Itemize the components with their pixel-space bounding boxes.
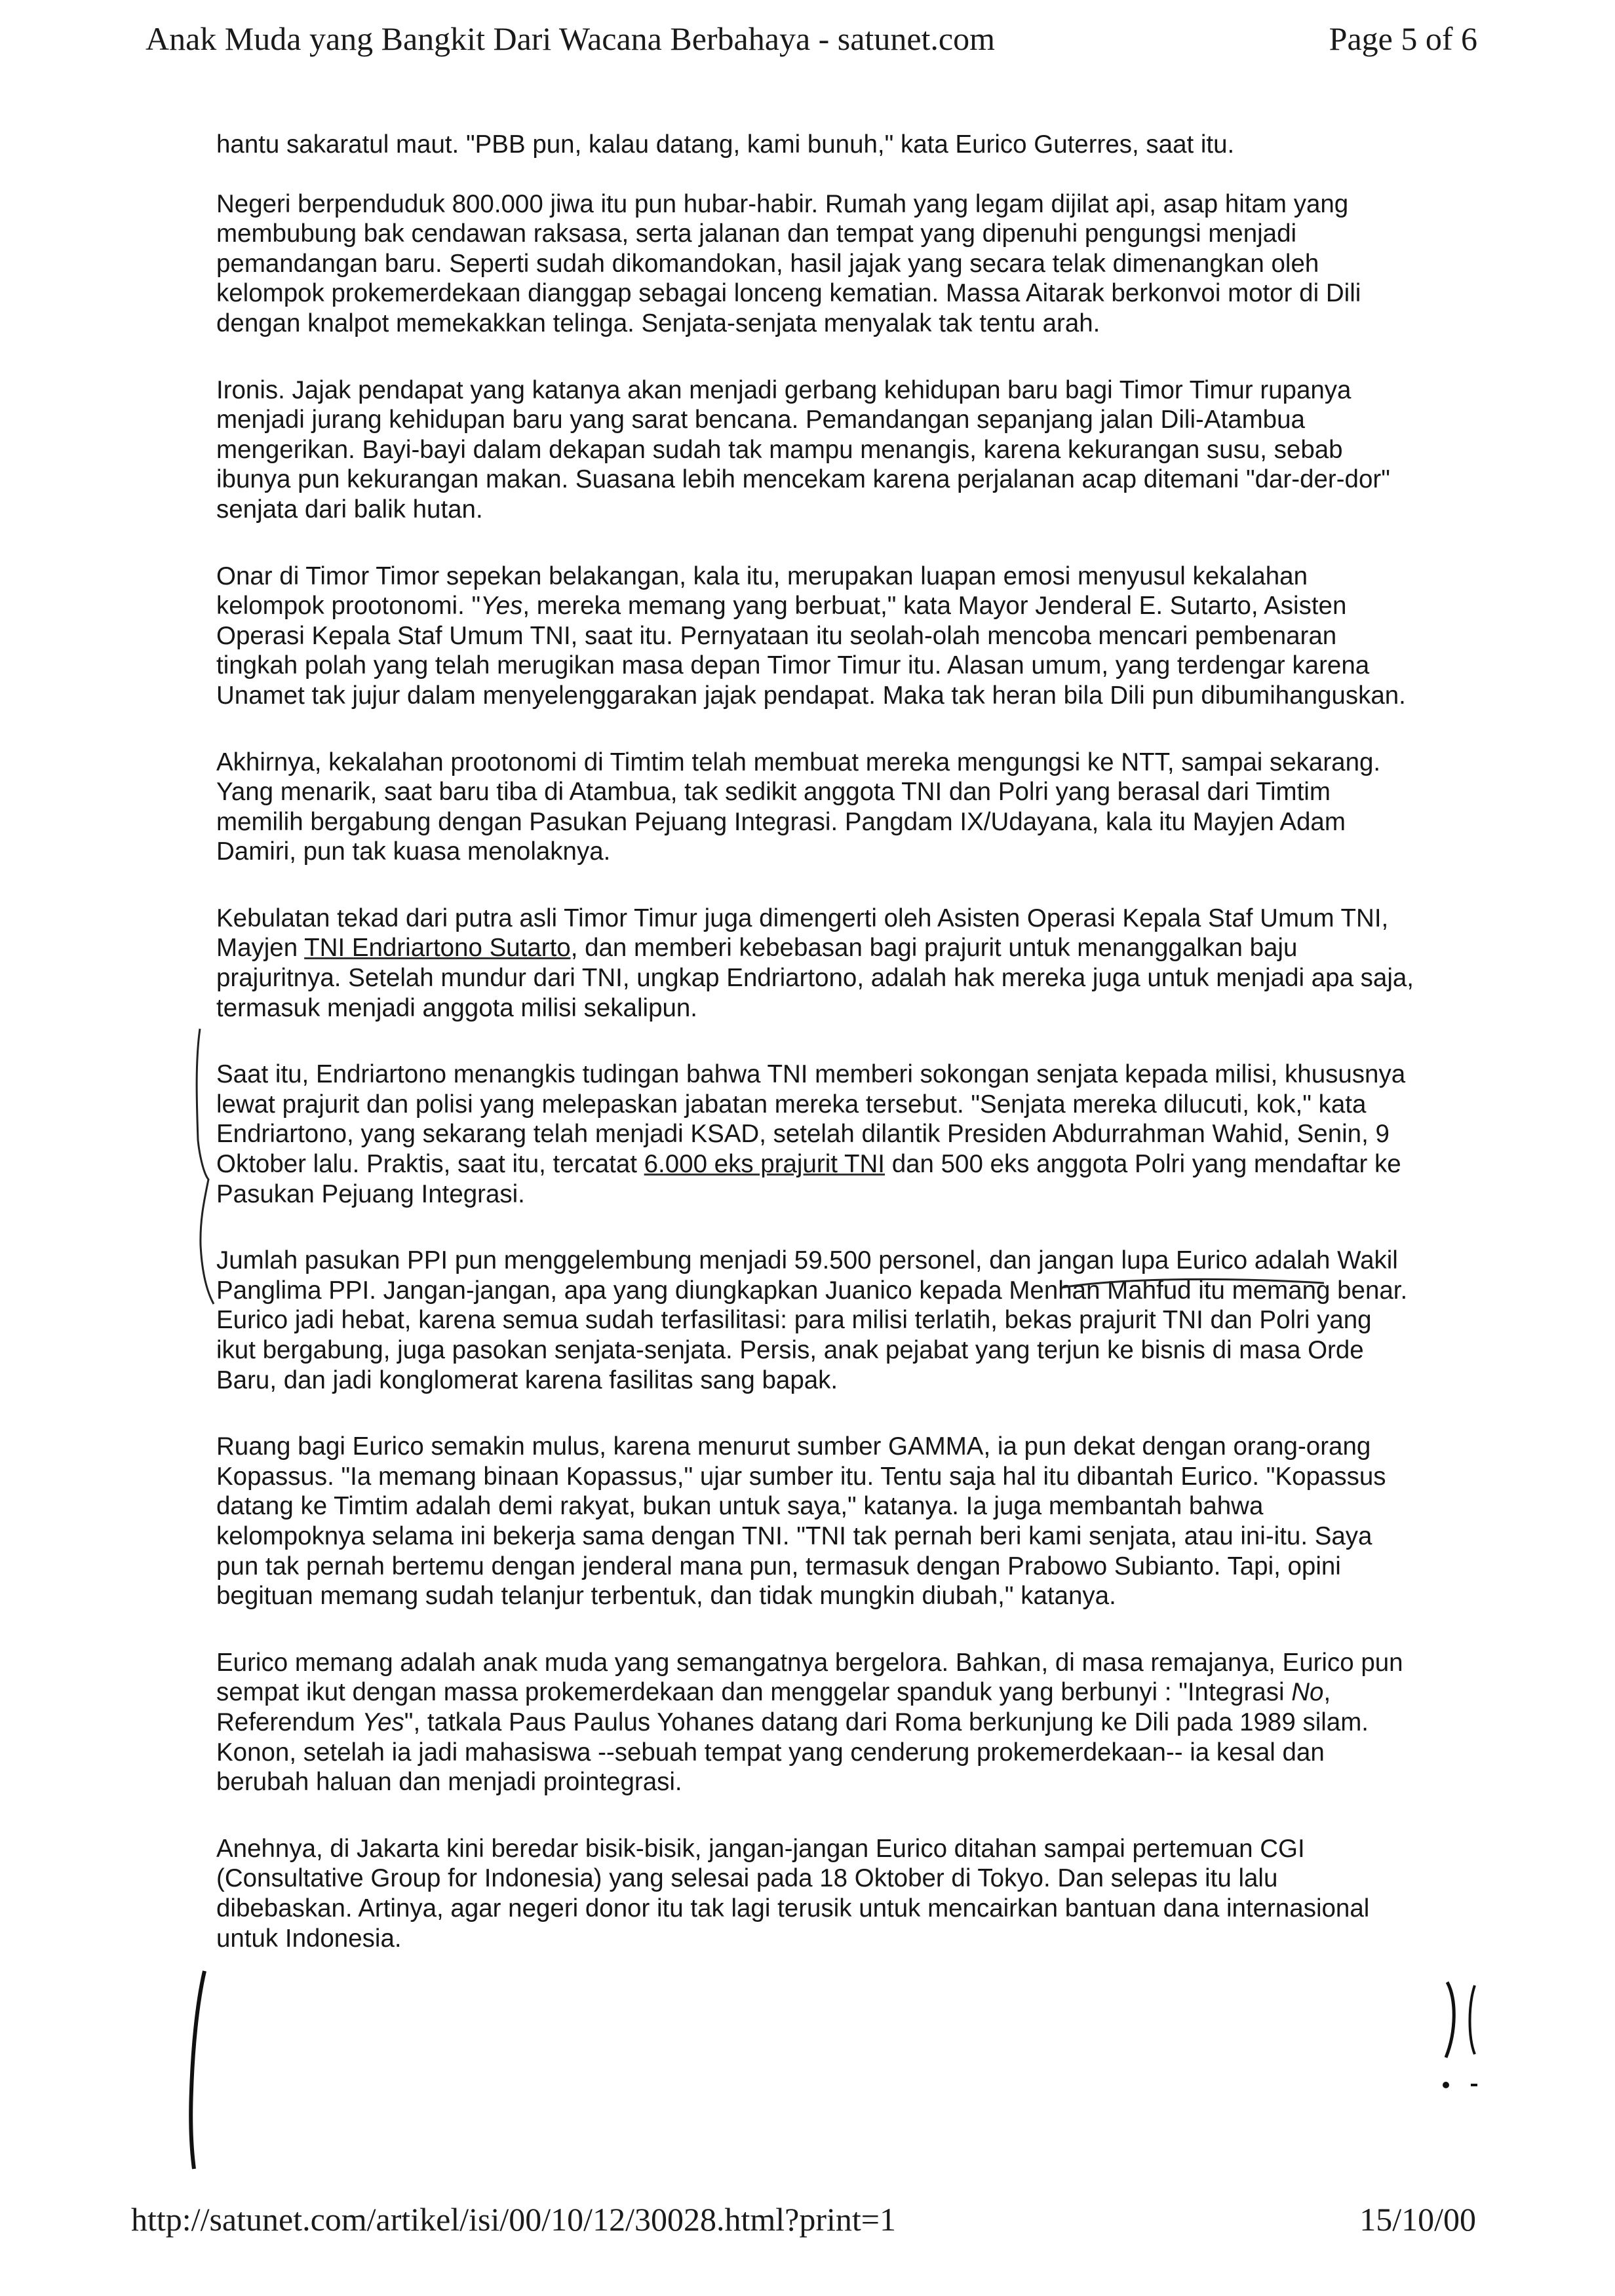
- pen-underlined-text: TNI Endriartono Sutarto,: [304, 934, 578, 963]
- margin-bracket-mark: [191, 1971, 204, 2169]
- article-paragraph: Kebulatan tekad dari putra asli Timor Timur juga dimengerti oleh Asisten Operasi Kepala Staf Umum TNI, Mayjen TNI Endriartono Sutarto, dan memberi kebebasan bagi prajurit untuk menanggalkan baju prajuritnya. Setelah mundur dari TNI, ungkap Endriartono, adalah hak mereka juga untuk menjadi apa saja, termasuk menjadi anggota milisi sekalipun.: [216, 904, 1414, 1022]
- article-paragraph: Akhirnya, kekalahan prootonomi di Timtim telah membuat mereka mengungsi ke NTT, sampai sekarang. Yang menarik, saat baru tiba di Atambua, tak sedikit anggota TNI dan Polri yang berasal dari Timtim memilih bergabung dengan Pasukan Pejuang Integrasi. Pangdam IX/Udayana, kala itu Mayjen Adam Damiri, pun tak kuasa menolaknya.: [216, 748, 1381, 866]
- right-margin-mark: [1470, 1985, 1475, 2054]
- article-paragraph: Negeri berpenduduk 800.000 jiwa itu pun hubar-habir. Rumah yang legam dijilat api, asap hitam yang membubung bak cendawan raksasa, serta jalanan dan tempat yang dipenuhi pengungsi menjadi pemandangan baru. Seperti sudah dikomandokan, hasil jajak yang secara telak dimenangkan oleh kelompok prokemerdekaan dianggap sebagai lonceng kematian. Massa Aitarak berkonvoi motor di Dili dengan knalpot memekakkan telinga. Senjata-senjata menyalak tak tentu arah.: [216, 189, 1361, 337]
- page-number: Page 5 of 6: [1329, 20, 1477, 57]
- article-paragraph: Jumlah pasukan PPI pun menggelembung menjadi 59.500 personel, dan jangan lupa Eurico adalah Wakil Panglima PPI. Jangan-jangan, apa yang diungkapkan Juanico kepada Menhan Mahfud itu memang benar. Eurico jadi hebat, karena semua sudah terfasilitasi: para milisi terlatih, bekas prajurit TNI dan Polri yang ikut bergabung, juga pasokan senjata-senjata. Persis, anak pejabat yang terjun ke bisnis di masa Orde Baru, dan jadi konglomerat karena fasilitas sang bapak.: [216, 1246, 1408, 1394]
- article-paragraph: Eurico memang adalah anak muda yang semangatnya bergelora. Bahkan, di masa remajanya, Eurico pun sempat ikut dengan massa prokemerdekaan dan menggelar spanduk yang berbunyi : "Integrasi No, Referendum Yes", tatkala Paus Paulus Yohanes datang dari Roma berkunjung ke Dili pada 1989 silam. Konon, setelah ia jadi mahasiswa --sebuah tempat yang cenderung prokemerdekaan-- ia kesal dan berubah haluan dan menjadi prointegrasi.: [216, 1648, 1403, 1797]
- article-paragraph: Onar di Timor Timor sepekan belakangan, kala itu, merupakan luapan emosi menyusul kekalahan kelompok prootonomi. "Yes, mereka memang yang berbuat," kata Mayor Jenderal E. Sutarto, Asisten Operasi Kepala Staf Umum TNI, saat itu. Pernyataan itu seolah-olah mencoba mencari pembenaran tingkah polah yang telah merugikan masa depan Timor Timur itu. Alasan umum, yang terdengar karena Unamet tak jujur dalam menyelenggarakan jajak pendapat. Maka tak heran bila Dili pun dibumihanguskan.: [216, 562, 1406, 710]
- margin-bracket-mark: [197, 1029, 214, 1304]
- article-body: [216, 130, 1416, 1990]
- footer-url: http://satunet.com/artikel/isi/00/10/12/30028.html?print=1: [131, 2201, 896, 2238]
- pen-underlined-text: 6.000 eks prajurit TNI: [644, 1150, 885, 1179]
- article-paragraph: Anehnya, di Jakarta kini beredar bisik-bisik, jangan-jangan Eurico ditahan sampai pertemuan CGI (Consultative Group for Indonesia) yang selesai pada 18 Oktober di Tokyo. Dan selepas itu lalu dibebaskan. Artinya, agar negeri donor itu tak lagi terusik untuk mencairkan bantuan dana internasional untuk Indonesia.: [216, 1834, 1370, 1953]
- article-paragraph: Saat itu, Endriartono menangkis tudingan bahwa TNI memberi sokongan senjata kepada milisi, khususnya lewat prajurit dan polisi yang melepaskan jabatan mereka tersebut. "Senjata mereka dilucuti, kok," kata Endriartono, yang sekarang telah menjadi KSAD, setelah dilantik Presiden Abdurrahman Wahid, Senin, 9 Oktober lalu. Praktis, saat itu, tercatat 6.000 eks prajurit TNI dan 500 eks anggota Polri yang mendaftar ke Pasukan Pejuang Integrasi.: [216, 1060, 1406, 1208]
- article-paragraph: Ironis. Jajak pendapat yang katanya akan menjadi gerbang kehidupan baru bagi Timor Timur rupanya menjadi jurang kehidupan baru yang sarat bencana. Pemandangan sepanjang jalan Dili-Atambua mengerikan. Bayi-bayi dalam dekapan sudah tak mampu menangis, karena kekurangan susu, sebab ibunya pun kekurangan makan. Suasana lebih mencekam karena perjalanan acap ditemani "dar-der-dor" senjata dari balik hutan.: [216, 375, 1390, 524]
- page-header-title: Anak Muda yang Bangkit Dari Wacana Berbahaya - satunet.com: [146, 20, 995, 57]
- right-margin-mark: [1446, 1982, 1454, 2057]
- footer-date: 15/10/00: [1359, 2201, 1476, 2238]
- article-paragraph: hantu sakaratul maut. "PBB pun, kalau datang, kami bunuh," kata Eurico Guterres, saat itu.: [216, 130, 1235, 159]
- right-margin-dot: [1443, 2082, 1449, 2088]
- article-paragraph: Ruang bagi Eurico semakin mulus, karena menurut sumber GAMMA, ia pun dekat dengan orang-orang Kopassus. "Ia memang binaan Kopassus," ujar sumber itu. Tentu saja hal itu dibantah Eurico. "Kopassus datang ke Timtim adalah demi rakyat, bukan untuk saya," katanya. Ia juga membantah bahwa kelompoknya selama ini bekerja sama dengan TNI. "TNI tak pernah beri kami senjata, atau ini-itu. Saya pun tak pernah bertemu dengan jenderal mana pun, termasuk dengan Prabowo Subianto. Tapi, opini begituan memang sudah telanjur terbentuk, dan tidak mungkin diubah," katanya.: [216, 1432, 1386, 1611]
